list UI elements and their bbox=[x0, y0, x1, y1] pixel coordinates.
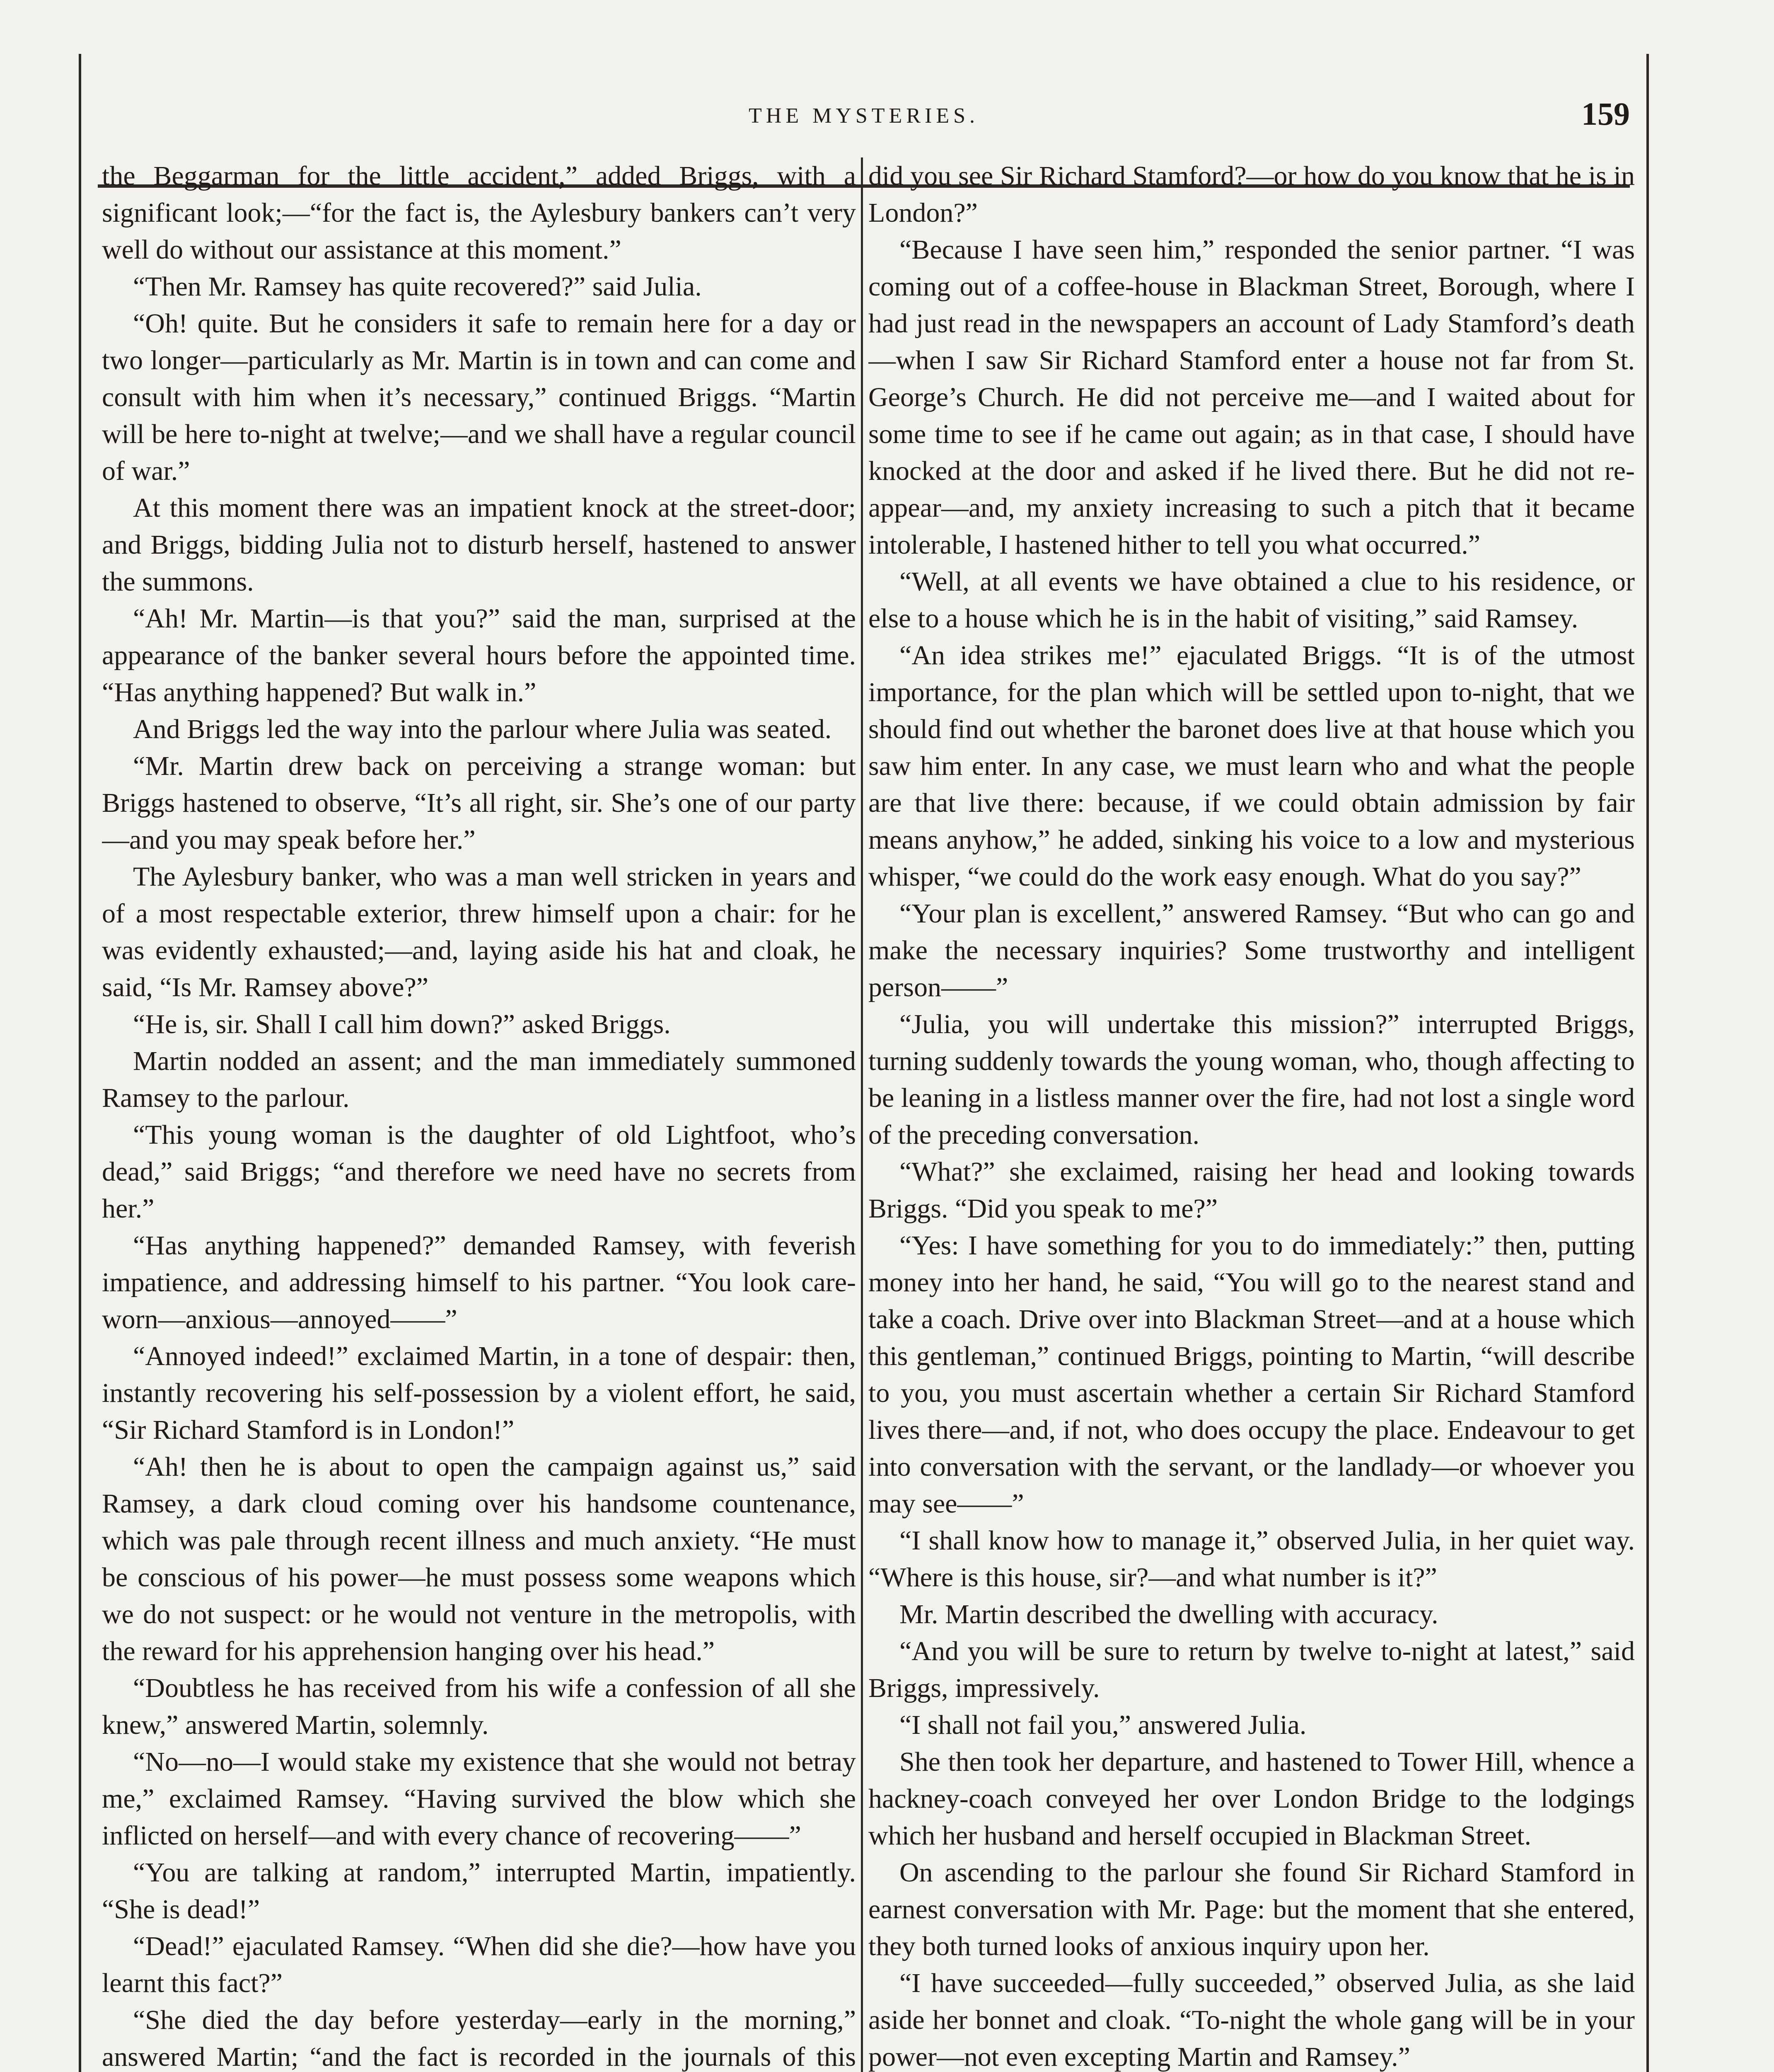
paragraph: “Because I have seen him,” responded the senior partner. “I was coming out of a coffee-house in Blackman Street, Borough, where I had just read in the newspapers an account of Lady Stamford’s death—when I saw Sir Richard Stamford enter a house not far from St. George’s Church. He did not perceive me—and I waited about for some time to see if he came out again; as in that case, I should have knocked at the door and asked if he lived there. But he did not re-appear—and, my anxiety increasing to such a pitch that it became intolerable, I hastened hither to tell you what occurred.” bbox=[868, 235, 1635, 560]
paragraph: “Julia, you will undertake this mission?” interrupted Briggs, turning suddenly towards the young woman, who, though affecting to be leaning in a listless manner over the fire, had not lost a single word of the preceding conversation. bbox=[868, 1009, 1635, 1150]
book-page bbox=[79, 54, 1649, 2072]
paragraph: “Dead!” ejaculated Ramsey. “When did she die?—how have you learnt this fact?” bbox=[102, 1931, 856, 1998]
paragraph: “I shall not fail you,” answered Julia. bbox=[899, 1710, 1307, 1740]
paragraph: “Yes: I have something for you to do immediately:” then, putting money into her hand, he said, “You will go to the nearest stand and take a coach. Drive over into Blackman Street—and at a house which this gentleman,” continued Briggs, pointing to Martin, “will describe to you, you must ascertain whether a certain Sir Richard Stamford lives there—and, if not, who does occupy the place. Endeavour to get into conversation with the servant, or the landlady—or whoever you may see——” bbox=[868, 1230, 1635, 1519]
paragraph: She then took her departure, and hastened to Tower Hill, whence a hackney-coach conveyed her over London Bridge to the lodgings which her husband and herself occupied in Blackman Street. bbox=[868, 1747, 1635, 1851]
paragraph: “Mr. Martin drew back on perceiving a strange woman: but Briggs hastened to observe, “It’s all right, sir. She’s one of our party—and you may speak before her.” bbox=[102, 751, 856, 855]
paragraph: did you see Sir Richard Stamford?—or how do you know that he is in London?” bbox=[868, 161, 1635, 228]
paragraph: Mr. Martin described the dwelling with accuracy. bbox=[899, 1599, 1438, 1629]
paragraph: “What?” she exclaimed, raising her head and looking towards Briggs. “Did you speak to me?” bbox=[868, 1157, 1635, 1224]
paragraph: “I have succeeded—fully succeeded,” observed Julia, as she laid aside her bonnet and cloak. “To-night the whole gang will be in your power—not even excepting Martin and Ramsey.” bbox=[868, 1968, 1635, 2072]
running-title: THE MYSTERIES. bbox=[749, 104, 979, 128]
paragraph: the Beggarman for the little accident,” added Briggs, with a significant look;—“for the fact is, the Aylesbury bankers can’t very well do without our assistance at this moment.” bbox=[102, 161, 856, 265]
paragraph: “An idea strikes me!” ejaculated Briggs. “It is of the utmost importance, for the plan which will be settled upon to-night, that we should find out whether the baronet does live at that house which you saw him enter. In any case, we must learn who and what the people are that live there: because, if we could obtain admission by fair means anyhow,” he added, sinking his voice to a low and mysterious whisper, “we could do the work easy enough. What do you say?” bbox=[868, 640, 1635, 892]
paragraph: At this moment there was an impatient knock at the street-door; and Briggs, bidding Julia not to disturb herself, hastened to answer the summons. bbox=[102, 493, 856, 597]
left-column bbox=[102, 157, 856, 2072]
right-column bbox=[868, 157, 1635, 2072]
paragraph: “I shall know how to manage it,” observed Julia, in her quiet way. “Where is this house, sir?—and what number is it?” bbox=[868, 1525, 1635, 1593]
paragraph: “Oh! quite. But he considers it safe to remain here for a day or two longer—particularly as Mr. Martin is in town and can come and consult with him when it’s necessary,” continued Briggs. “Martin will be here to-night at twelve;—and we shall have a regular council of war.” bbox=[102, 308, 856, 486]
paragraph: “Has anything happened?” demanded Ramsey, with feverish impatience, and addressing himself to his partner. “You look care-worn—anxious—annoyed——” bbox=[102, 1230, 856, 1334]
paragraph: “She died the day before yesterday—early in the morning,” answered Martin; “and the fact is recorded in the journals of this bbox=[102, 2005, 856, 2072]
column-divider bbox=[861, 157, 863, 2072]
paragraph: “No—no—I would stake my existence that she would not betray me,” exclaimed Ramsey. “Having survived the blow which she inflicted on herself—and with every chance of recovering——” bbox=[102, 1747, 856, 1851]
paragraph: “He is, sir. Shall I call him down?” asked Briggs. bbox=[133, 1009, 671, 1039]
paragraph: “Your plan is excellent,” answered Ramsey. “But who can go and make the necessary inquiries? Some trustworthy and intelligent person——” bbox=[868, 898, 1635, 1002]
paragraph: On ascending to the parlour she found Sir Richard Stamford in earnest conversation with Mr. Page: but the moment that she entered, they both turned looks of anxious inquiry upon her. bbox=[868, 1857, 1635, 1961]
paragraph: “Ah! Mr. Martin—is that you?” said the man, surprised at the appearance of the banker several hours before the appointed time. “Has anything happened? But walk in.” bbox=[102, 603, 856, 707]
paragraph: The Aylesbury banker, who was a man well stricken in years and of a most respectable exterior, threw himself upon a chair: for he was evidently exhausted;—and, laying aside his hat and cloak, he said, “Is Mr. Ramsey above?” bbox=[102, 862, 856, 1002]
paragraph: “Doubtless he has received from his wife a confession of all she knew,” answered Martin, solemnly. bbox=[102, 1673, 856, 1740]
paragraph: “This young woman is the daughter of old Lightfoot, who’s dead,” said Briggs; “and therefore we need have no secrets from her.” bbox=[102, 1120, 856, 1224]
paragraph: “Well, at all events we have obtained a clue to his residence, or else to a house which he is in the habit of visiting,” said Ramsey. bbox=[868, 566, 1635, 634]
paragraph: “Ah! then he is about to open the campaign against us,” said Ramsey, a dark cloud coming over his handsome countenance, which was pale through recent illness and much anxiety. “He must be conscious of his power—he must possess some weapons which we do not suspect: or he would not venture in the metropolis, with the reward for his apprehension hanging over his head.” bbox=[102, 1452, 856, 1666]
page-number: 159 bbox=[1581, 96, 1630, 132]
paragraph: “Then Mr. Ramsey has quite recovered?” said Julia. bbox=[133, 271, 702, 302]
paragraph: “You are talking at random,” interrupted Martin, impatiently. “She is dead!” bbox=[102, 1857, 856, 1924]
paragraph: Martin nodded an assent; and the man immediately summoned Ramsey to the parlour. bbox=[102, 1046, 856, 1113]
paragraph: And Briggs led the way into the parlour where Julia was seated. bbox=[133, 714, 832, 744]
paragraph: “Annoyed indeed!” exclaimed Martin, in a tone of despair: then, instantly recovering his self-possession by a violent effort, he said, “Sir Richard Stamford is in London!” bbox=[102, 1341, 856, 1445]
paragraph: “And you will be sure to return by twelve to-night at latest,” said Briggs, impressively. bbox=[868, 1636, 1635, 1703]
running-head bbox=[81, 95, 1646, 145]
